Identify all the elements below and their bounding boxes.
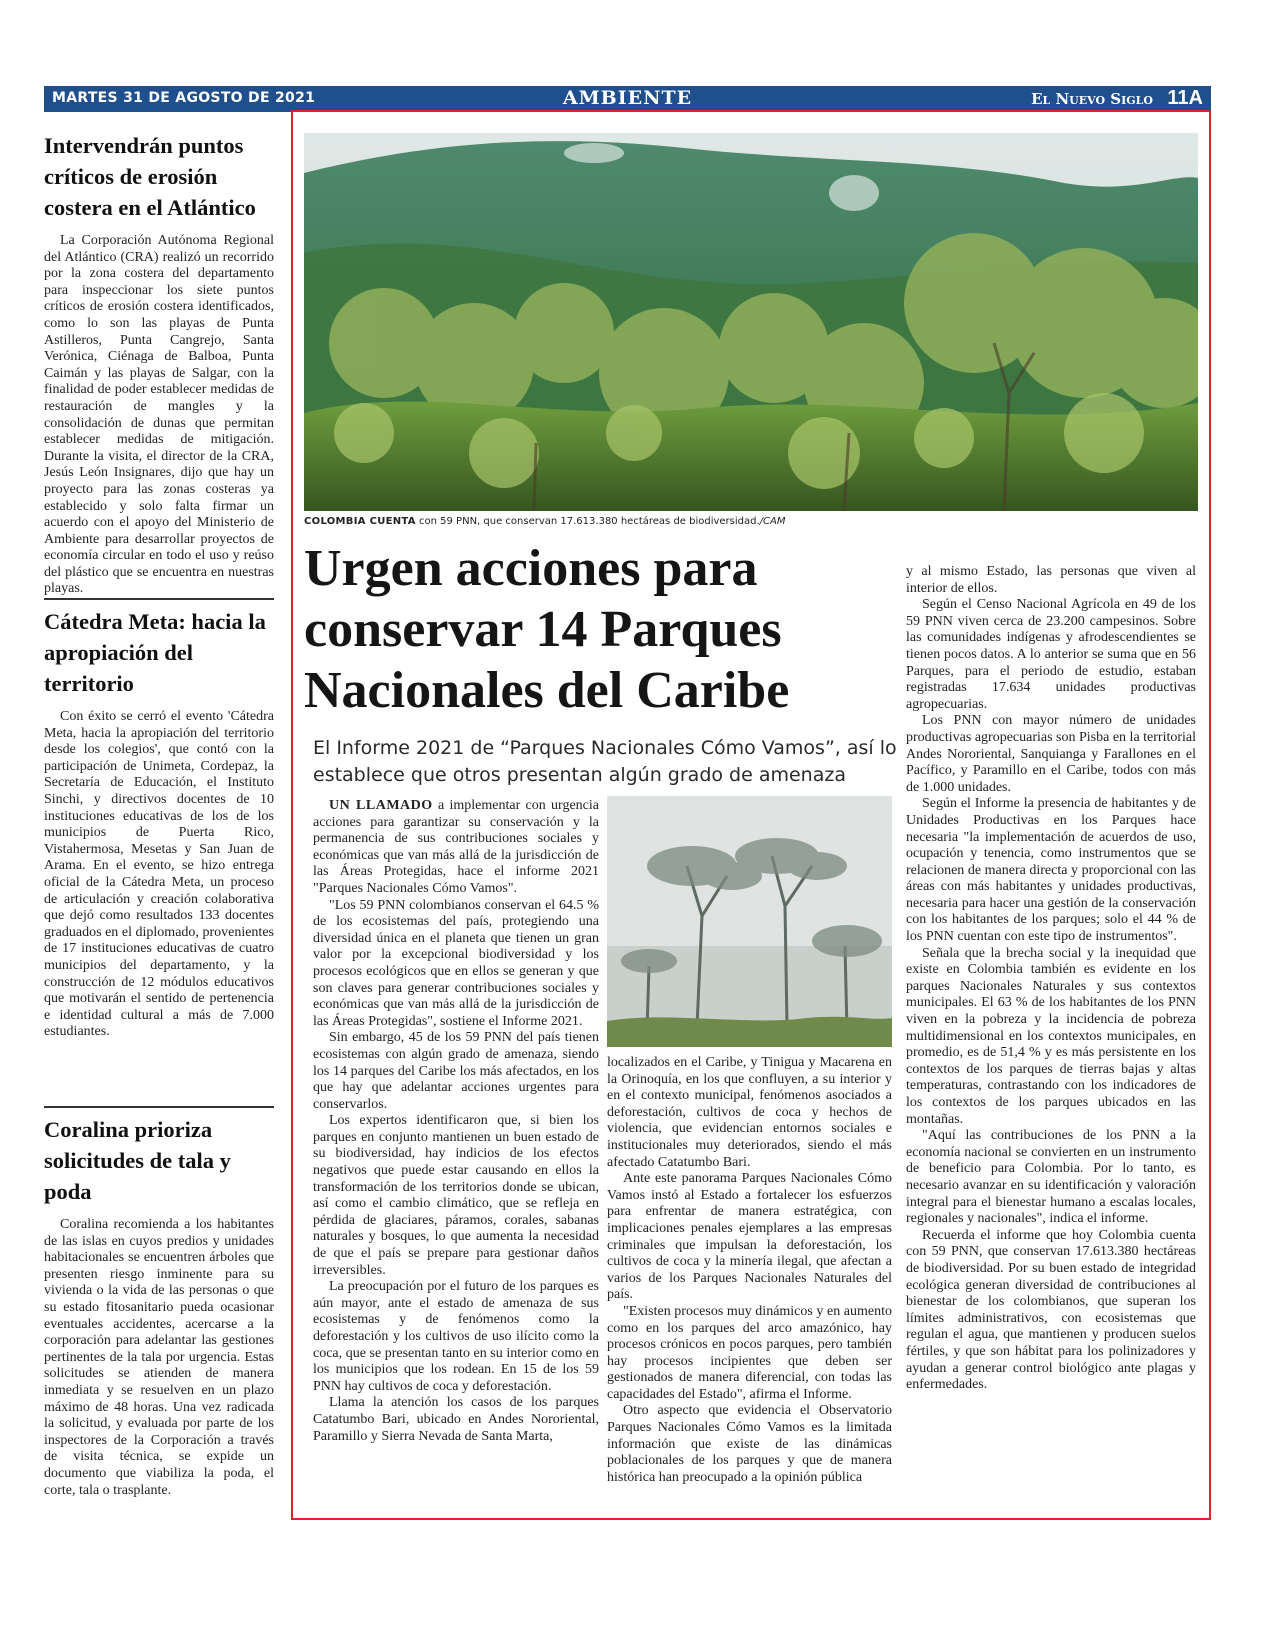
paragraph: a implementar con urgencia acciones para garantizar su conservación y la permanencia de sus contribuciones sociales y económicas que van más allá de la jurisdicción de las Áreas Protegidas, hace el informe 2021 "Parques Nacionales Cómo Vamos".	[313, 798, 599, 896]
paragraph: "Los 59 PNN colombianos conservan el 64.5 % de los ecosistemas del país, protegiendo una diversidad única en el planeta que tienen un gran valor por la excepcional biodiversidad y los procesos ecológicos que en ellos se generan y que son claves para generar contribuciones sociales y económicas que van más allá de la jurisdicción de las Áreas Protegidas", sostiene el Informe 2021.	[313, 897, 599, 1029]
paragraph: y al mismo Estado, las personas que viven al interior de ellos.	[906, 564, 1196, 596]
paragraph: "Existen procesos muy dinámicos y en aumento como en los parques del arco amazónico, hay procesos crónicos en pocos parques, pero también hay procesos incipientes que deben ser gestionados de manera diferencial, con todas las capacidades del Estado", afirma el Informe.	[607, 1303, 892, 1402]
paragraph: Llama la atención los casos de los parques Catatumbo Bari, ubicado en Andes Nororiental, Paramillo y Sierra Nevada de Santa Marta,	[313, 1395, 599, 1444]
sidebar-brief-3	[44, 1114, 274, 1499]
paragraph: "Aquí las contribuciones de los PNN a la economía nacional se convierten en un instrumento de beneficio para Colombia. Por lo tanto, es necesario avanzar en su identificación y valoración integral para el bienestar humano a escalas locales, regionales y nacionales", indica el informe.	[906, 1128, 1196, 1227]
paragraph: La preocupación por el futuro de los parques es aún mayor, ante el estado de amenaza de sus ecosistemas y de fenómenos como la deforestación y los cultivos de uso ilícito como la coca, que se presentan tanto en su interior como en los municipios que los rodean. En 15 de los 59 PNN hay cultivos de coca y deforestación.	[313, 1279, 599, 1394]
page-header-band	[44, 86, 1211, 112]
paragraph: Recuerda el informe que hoy Colombia cuenta con 59 PNN, que conservan 17.613.380 hectáreas de biodiversidad. Por su buen estado de integridad ecológica generan diversidad de contribuciones al bienestar de los colombianos, que superan los límites administrativos, con ecosistemas que regulan el agua, que mantienen y producen suelos fértiles, y que son hábitat para los polinizadores y ayudan a generar control biológico ante plagas y enfermedades.	[906, 1227, 1196, 1393]
brief-body: Coralina recomienda a los habitantes de las islas en cuyos predios y unidades habitacionales se encuentren árboles que presenten riesgo inminente para su vivienda o la vida de las personas o que su estado fitosanitario pueda ocasionar eventuales accidentes, acercarse a la corporación para adelantar las gestiones pertinentes de la tala por urgencia. Estas solicitudes se atienden de manera inmediata y se resuelven en un plazo máximo de 48 horas. Una vez radicada la solicitud, y evaluada por parte de los inspectores de la Corporación a través de visita técnica, se expide un documento que viabiliza la poda, el corte, tala o trasplante.	[44, 1217, 274, 1498]
photo-caption	[304, 516, 1198, 527]
page-number: 11A	[1167, 87, 1203, 109]
paragraph: Ante este panorama Parques Nacionales Cómo Vamos instó al Estado a fortalecer los esfuerzos para enfrentar de manera estratégica, con implicaciones penales ejemplares a las empresas criminales que impulsan la deforestación, los cultivos de coca y la minería ilegal, que afectan a varios de los Parques Nacionales Naturales del país.	[607, 1171, 892, 1303]
article-column-1	[313, 798, 599, 1445]
brief-body: La Corporación Autónoma Regional del Atlántico (CRA) realizó un recorrido por la zona costera del departamento para inspeccionar los siete puntos críticos de erosión costera identificados, como lo son las playas de Punta Astilleros, Punta Cangrejo, Santa Verónica, Ciénaga de Balboa, Punta Caimán y las playas de Salgar, con la finalidad de poder establecer medidas de restauración de mangles y la consolidación de dunas que permitan establecer medidas de mitigación. Durante la visita, el director de la CRA, Jesús León Insignares, dijo que hay un proyecto para las zonas costeras ya establecido y solo falta firmar un acuerdo con el apoyo del Ministerio de Ambiente para desarrollar proyectos de economía circular en todo el uso y reúso del plástico que se encuentra en nuestras playas.	[44, 233, 274, 597]
caption-text: con 59 PNN, que conservan 17.613.380 hectáreas de biodiversidad.	[419, 516, 760, 527]
brief-title: Intervendrán puntos críticos de erosión costera en el Atlántico	[44, 133, 256, 220]
section-title: AMBIENTE	[562, 87, 693, 109]
paragraph: Según el Censo Nacional Agrícola en 49 de los 59 PNN viven cerca de 23.200 campesinos. Sobre las comunidades indígenas y afrodescendientes se tienen pocos datos. A lo anterior se suma que en 56 Parques, para el periodo de estudio, estaban registradas 17.634 unidades productivas agropecuarias.	[906, 597, 1196, 712]
sidebar-brief-2	[44, 606, 274, 1041]
article-column-3	[906, 564, 1196, 1394]
paragraph: Según el Informe la presencia de habitantes y de Unidades Productivas en los Parques hace necesaria "la implementación de acuerdos de uso, ocupación y tenencia, como instrumentos que se relacionen de manera directa y proporcional con las áreas con más habitantes y unidades productivas, necesaria para hacer una gestión de la conservación con los habitantes de los parques; solo el 44 % de los PNN cuentan con este tipo de instrumentos".	[906, 796, 1196, 945]
article-headline: Urgen acciones para conservar 14 Parques Nacionales del Caribe	[304, 540, 790, 719]
brief-title: Cátedra Meta: hacia la apropiación del territorio	[44, 609, 266, 696]
caption-credit: /CAM	[759, 516, 786, 527]
paragraph: Señala que la brecha social y la inequidad que existe en Colombia también es evidente en los parques Nacionales Naturales y sus contextos municipales. El 63 % de los habitantes de los PNN viven en la pobreza y la incidencia de pobreza multidimensional en los contextos municipales, en promedio, es de 51,4 % y es más persistente en los contextos de los parques de tierras bajas y altas temperaturas, contrastando con los indicadores de los contextos de los parques ubicados en las montañas.	[906, 945, 1196, 1127]
caption-lead: COLOMBIA CUENTA	[304, 516, 416, 527]
paragraph: Sin embargo, 45 de los 59 PNN del país tienen ecosistemas con algún grado de amenaza, siendo los 14 parques del Caribe los más afectados, en los que hay que adelantar acciones urgentes para conservarlos.	[313, 1030, 599, 1112]
article-column-2	[607, 1055, 892, 1486]
newspaper-name: El Nuevo Siglo	[1031, 90, 1153, 108]
divider	[44, 598, 274, 600]
misty-trees-photo	[607, 796, 892, 1047]
article-deck: El Informe 2021 de “Parques Nacionales Cómo Vamos”, así lo establece que otros presentan algún grado de amenaza	[313, 737, 897, 786]
brief-body: Con éxito se cerró el evento 'Cátedra Meta, hacia la apropiación del territorio desde los colegios', que contó con la participación de Unimeta, Cordepaz, la Secretaría de Educación, el Instituto Sinchi, y directivos docentes de 10 instituciones educativas de los de los municipios de Puerta Rico, Vistahermosa, Mesetas y San Juan de Arama. En el evento, se hizo entrega oficial de la Cátedra Meta, un proceso de articulación y creación colaborativa que dejó como resultados 133 docentes graduados en el diplomado, provenientes de 17 instituciones educativas de cuatro municipios del departamento, y la construcción de 12 módulos educativos que motivarán el sentido de pertenencia e identidad cultural a más de 7.000 estudiantes.	[44, 709, 274, 1040]
sidebar-brief-1	[44, 130, 274, 598]
paragraph: Los PNN con mayor número de unidades productivas agropecuarias son Pisba en la territorial Andes Nororiental, Sanquianga y Farallones en el Pacífico, y Paramillo en el Caribe, todos con más de 1.000 unidades.	[906, 713, 1197, 795]
paragraph: localizados en el Caribe, y Tinigua y Macarena en la Orinoquía, en los que confluyen, a su interior y en el contexto municipal, fenómenos asociados a deforestación, cultivos de coca y hechos de violencia, que evidencian entornos sociales e institucionales muy deteriorados, siendo el más afectado Catatumbo Bari.	[607, 1055, 892, 1170]
lead-in: UN LLAMADO	[329, 798, 433, 813]
paragraph: Los expertos identificaron que, si bien los parques en conjunto mantienen un buen estado de su biodiversidad, hay indicios de los efectos negativos que puede estar causando en ellos la transformación de los territorios donde se ubican, así como el cambio climático, que se refleja en pérdida de glaciares, páramos, corales, sabanas naturales y bosques, lo que aumenta la necesidad de que el país se prepare para gestionar daños irreversibles.	[313, 1113, 599, 1278]
divider	[44, 1106, 274, 1108]
paragraph: Otro aspecto que evidencia el Observatorio Parques Nacionales Cómo Vamos es la limitada información que existe de las dinámicas poblacionales de los parques y que de manera histórica han preocupado a la opinión pública	[607, 1403, 892, 1485]
forest-photo	[304, 133, 1198, 511]
issue-date: MARTES 31 DE AGOSTO DE 2021	[52, 90, 316, 106]
brief-title: Coralina prioriza solicitudes de tala y poda	[44, 1117, 231, 1204]
